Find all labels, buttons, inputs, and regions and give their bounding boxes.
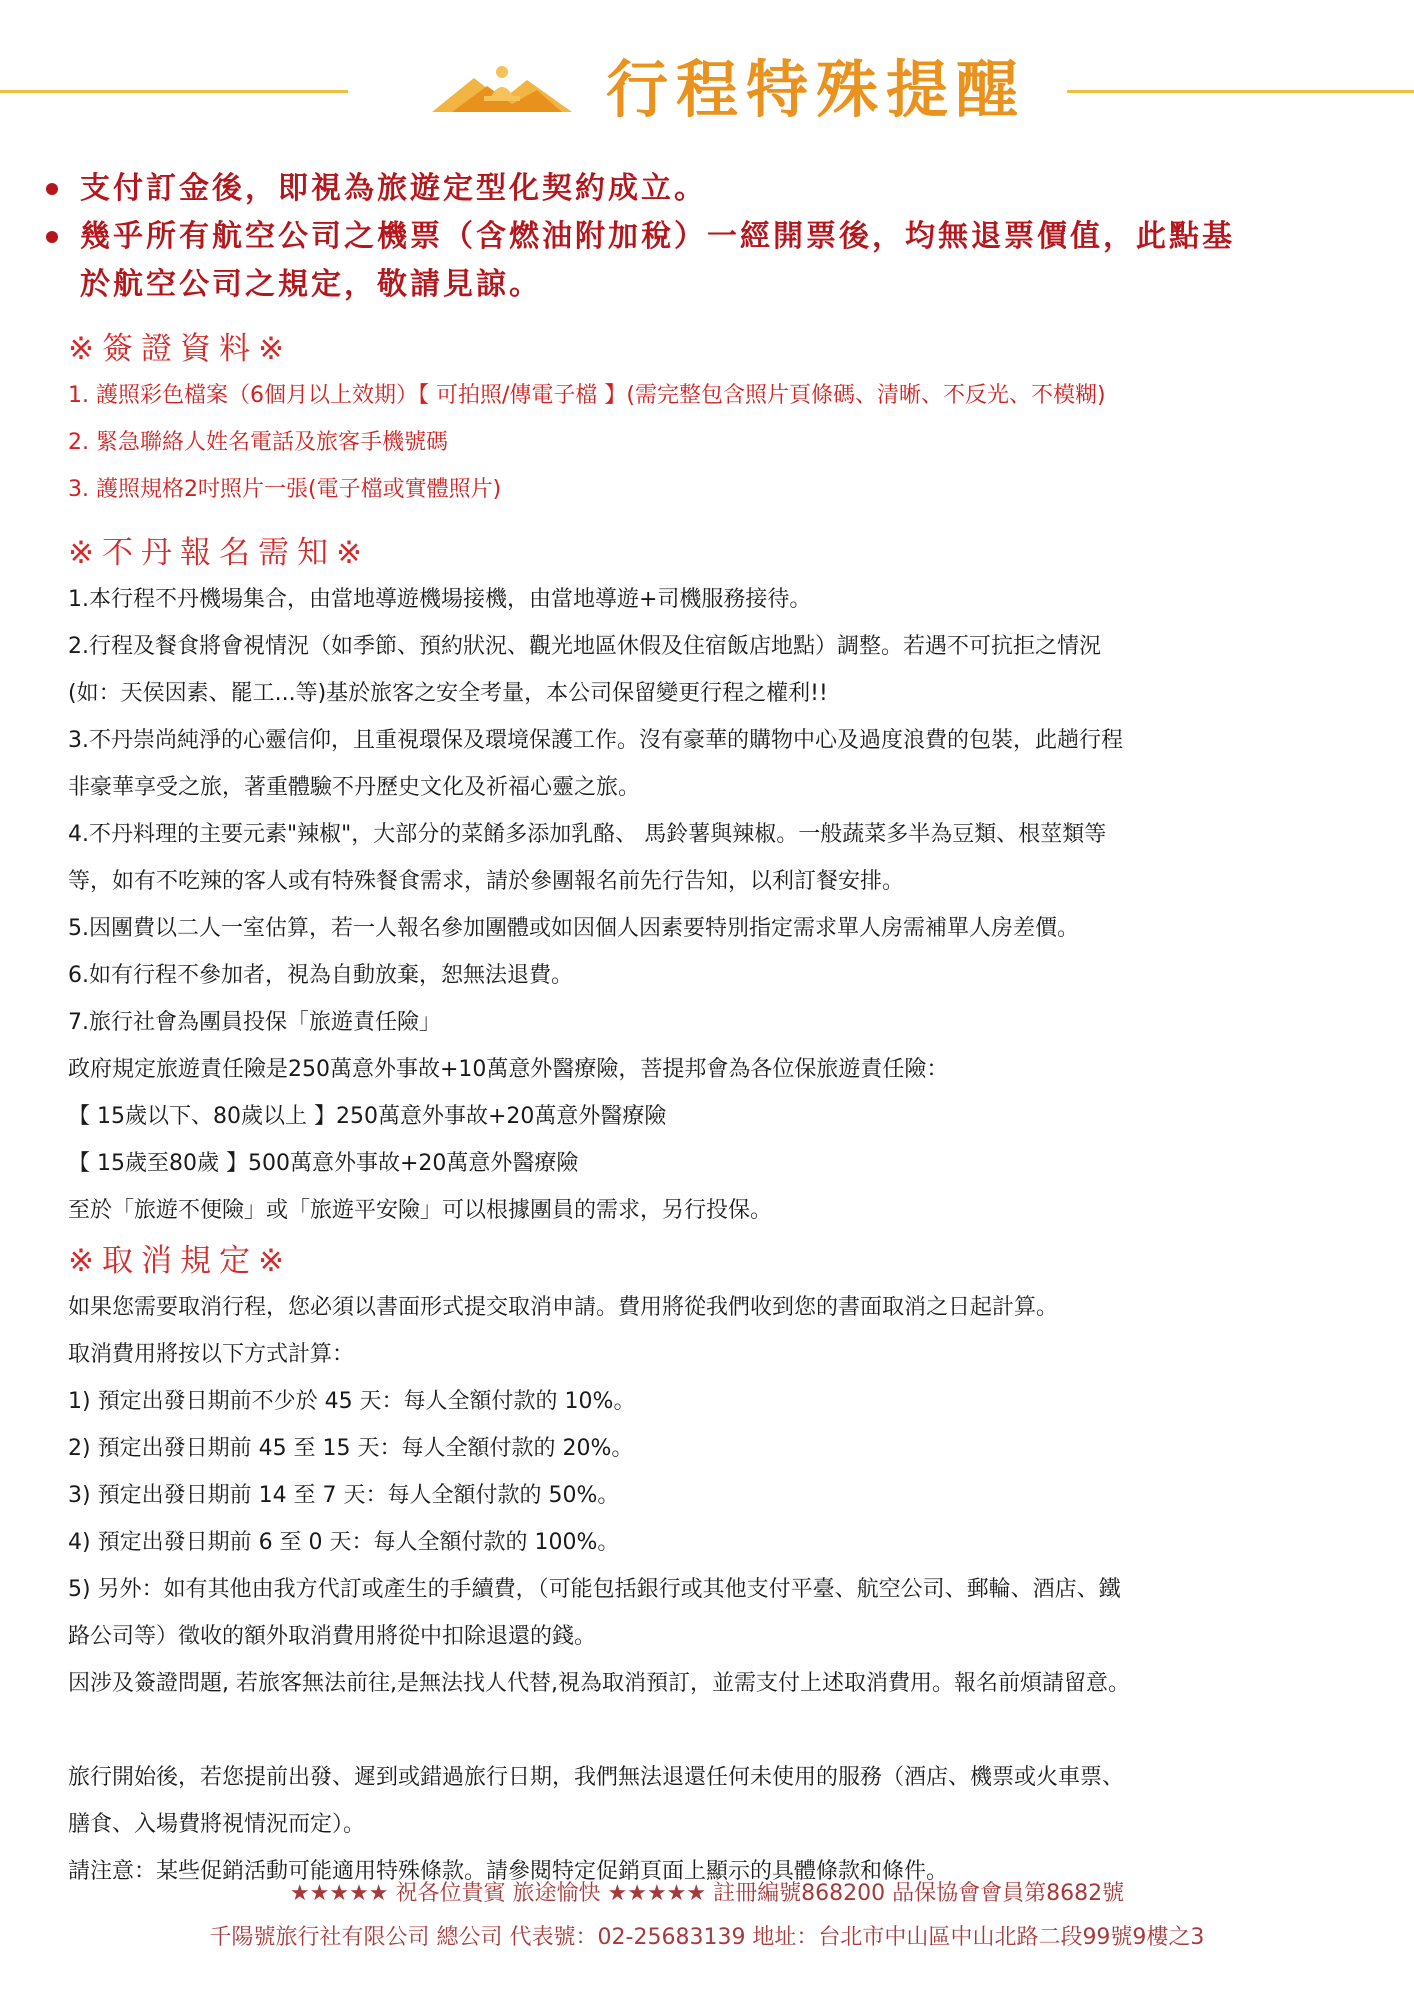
notice-heading: ※不丹報名需知※: [68, 535, 370, 571]
bullet-item: [40, 165, 1390, 213]
notice-line: 6.如有行程不參加者，視為自動放棄，恕無法退費。: [68, 963, 573, 988]
notice-line: (如：天侯因素、罷工...等)基於旅客之安全考量，本公司保留變更行程之權利!!: [68, 681, 828, 706]
visa-section: [68, 326, 1368, 513]
visa-line: 3. 護照規格2吋照片一張(電子檔或實體照片): [68, 477, 502, 502]
footer: [0, 1872, 1414, 1960]
bullet-item: [40, 213, 1390, 309]
cancel-line: 因涉及簽證問題, 若旅客無法前往,是無法找人代替,視為取消預訂，並需支付上述取消費用。報名前煩請留意。: [68, 1671, 1130, 1696]
cancel-line: 膳食、入場費將視情況而定）。: [68, 1812, 366, 1837]
notice-line: 政府規定旅遊責任險是250萬意外事故+10萬意外醫療險，菩提邦會為各位保旅遊責任險：: [68, 1057, 949, 1082]
cancel-line: 請注意：某些促銷活動可能適用特殊條款。請參閱特定促銷頁面上顯示的具體條款和條件。: [68, 1859, 949, 1884]
cancel-line: 5) 另外：如有其他由我方代訂或產生的手續費，（可能包括銀行或其他支付平臺、航空公司、郵輪、酒店、鐵: [68, 1577, 1121, 1602]
cancel-line: 如果您需要取消行程，您必須以書面形式提交取消申請。費用將從我們收到您的書面取消之日起計算。: [68, 1295, 1059, 1320]
notice-line: 3.不丹崇尚純淨的心靈信仰，且重視環保及環境保護工作。沒有豪華的購物中心及過度浪費的包裝，此趟行程: [68, 728, 1123, 753]
cancel-line: 取消費用將按以下方式計算：: [68, 1342, 355, 1367]
notice-line: 5.因團費以二人一室估算，若一人報名參加團體或如因個人因素要特別指定需求單人房需補單人房差價。: [68, 916, 1079, 941]
notice-line: 【 15歲至80歲 】500萬意外事故+20萬意外醫療險: [68, 1151, 579, 1176]
cancel-line: 3) 預定出發日期前 14 至 7 天：每人全額付款的 50%。: [68, 1483, 620, 1508]
bullet-dot-icon: [46, 183, 58, 195]
cancel-line: 4) 預定出發日期前 6 至 0 天：每人全額付款的 100%。: [68, 1530, 620, 1555]
notice-line: 4.不丹料理的主要元素"辣椒"，大部分的菜餚多添加乳酪、 馬鈴薯與辣椒。一般蔬菜多半為豆類、根莖類等: [68, 822, 1107, 847]
notice-line: 7.旅行社會為團員投保「旅遊責任險」: [68, 1010, 441, 1035]
registration-notice-section: [68, 530, 1368, 1234]
cancel-line: 2) 預定出發日期前 45 至 15 天：每人全額付款的 20%。: [68, 1436, 634, 1461]
bullet-text: 幾乎所有航空公司之機票（含燃油附加稅）一經開票後，均無退票價值，此點基: [80, 219, 1235, 254]
page-title: 行程特殊提醒: [606, 53, 1027, 126]
visa-line: 1. 護照彩色檔案（6個月以上效期）【 可拍照/傳電子檔 】(需完整包含照片頁條碼、清晰、不反光、不模糊): [68, 383, 1106, 408]
header-rule-left: [0, 90, 348, 93]
notice-line: 非豪華享受之旅，著重體驗不丹歷史文化及祈福心靈之旅。: [68, 775, 641, 800]
footer-greeting: ★★★★★ 祝各位貴賓 旅途愉快 ★★★★★ 註冊編號868200 品保協會會員第8682號: [289, 1881, 1125, 1906]
cancel-spacer: [68, 1707, 1368, 1754]
notice-line: 2.行程及餐食將會視情況（如季節、預約狀況、觀光地區休假及住宿飯店地點）調整。若遇不可抗拒之情況: [68, 634, 1101, 659]
cancel-heading: ※取消規定※: [68, 1243, 292, 1279]
header: [0, 0, 1414, 180]
footer-company-info: 千陽號旅行社有限公司 總公司 代表號：02-25683139 地址：台北市中山區中山北路二段99號9樓之3: [209, 1925, 1205, 1950]
notice-line: 等，如有不吃辣的客人或有特殊餐食需求，請於參團報名前先行告知，以利訂餐安排。: [68, 869, 905, 894]
cancellation-section: [68, 1238, 1368, 1895]
bullet-text: 支付訂金後，即視為旅遊定型化契約成立。: [80, 171, 707, 206]
notice-line: 1.本行程不丹機場集合，由當地導遊機場接機，由當地導遊+司機服務接待。: [68, 587, 812, 612]
notice-line: 【 15歲以下、80歲以上 】250萬意外事故+20萬意外醫療險: [68, 1104, 667, 1129]
visa-line: 2. 緊急聯絡人姓名電話及旅客手機號碼: [68, 430, 448, 455]
bullet-text-continued: 於航空公司之規定，敬請見諒。: [80, 267, 542, 302]
cancel-line: 路公司等）徵收的額外取消費用將從中扣除退還的錢。: [68, 1624, 597, 1649]
mountain-buddha-logo-icon: [432, 62, 572, 114]
bullet-dot-icon: [46, 231, 58, 243]
header-rule-right: [1067, 90, 1414, 93]
important-bullets: [40, 165, 1390, 309]
notice-line: 至於「旅遊不便險」或「旅遊平安險」可以根據團員的需求，另行投保。: [68, 1198, 773, 1223]
visa-heading: ※簽證資料※: [68, 331, 292, 367]
cancel-line: 1) 預定出發日期前不少於 45 天：每人全額付款的 10%。: [68, 1389, 636, 1414]
cancel-line: 旅行開始後，若您提前出發、遲到或錯過旅行日期，我們無法退還任何未使用的服務（酒店、機票或火車票、: [68, 1765, 1125, 1790]
